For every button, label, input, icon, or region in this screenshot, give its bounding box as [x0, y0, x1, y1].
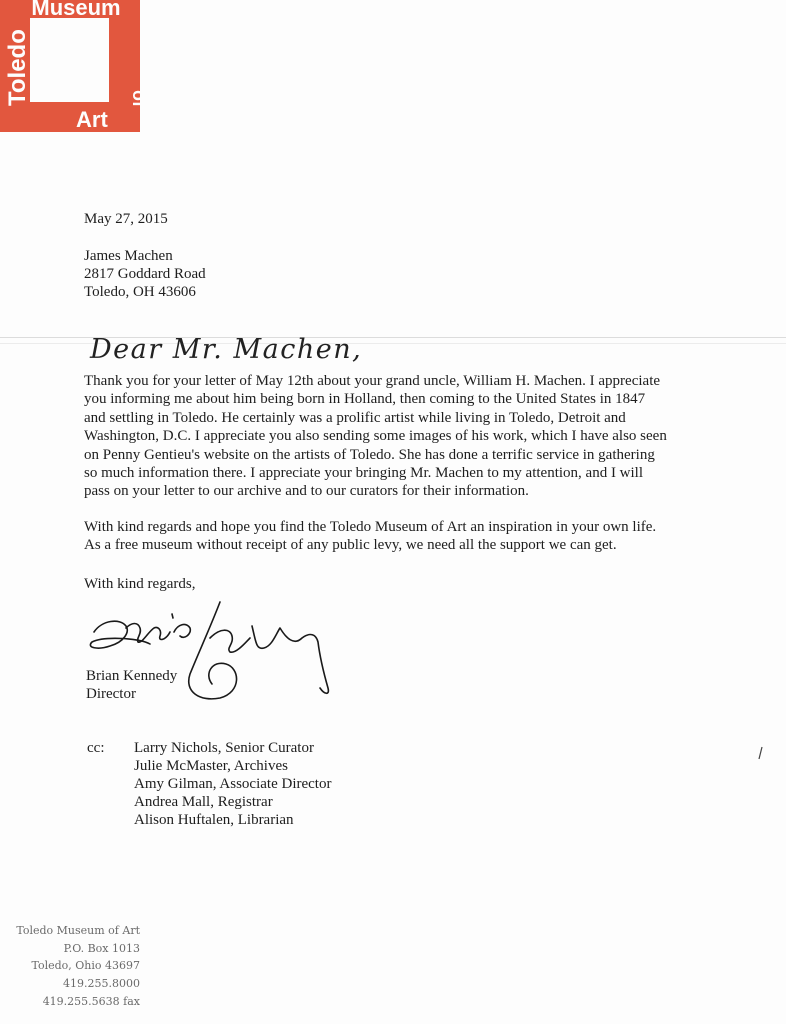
paragraph-line: Washington, D.C. I appreciate you also sending some images of his work, which I have also seen: [84, 428, 667, 445]
cc-recipient: Andrea Mall, Registrar: [134, 794, 273, 810]
footer-org: Toledo Museum of Art: [16, 924, 140, 937]
cc-list: [134, 739, 331, 829]
signer-title: Director: [86, 686, 136, 702]
cc-label: cc:: [87, 740, 105, 756]
signer-block: [86, 667, 177, 703]
cc-recipient: Julie McMaster, Archives: [134, 758, 288, 774]
cc-recipient: Amy Gilman, Associate Director: [134, 776, 332, 792]
paragraph-line: As a free museum without receipt of any public levy, we need all the support we can get.: [84, 537, 617, 554]
body-paragraph-2: [84, 518, 656, 555]
recipient-street: 2817 Goddard Road: [84, 266, 206, 282]
closing: With kind regards,: [84, 576, 196, 592]
paragraph-line: With kind regards and hope you find the Toledo Museum of Art an inspiration in your own life.: [84, 519, 657, 535]
logo-toledo-text: Toledo: [4, 29, 31, 106]
footer-fax: 419.255.5638 fax: [42, 994, 140, 1008]
paragraph-line: so much information there. I appreciate your bringing Mr. Machen to my attention, and I will: [84, 465, 644, 482]
logo-museum-text: Museum: [31, 0, 121, 20]
logo-art-text: Art: [76, 107, 108, 132]
logo-of-text: of: [129, 90, 149, 107]
recipient-name: James Machen: [84, 248, 173, 264]
salutation-text: Dear Mr. Machen,: [90, 334, 363, 365]
letter-date: May 27, 2015: [84, 211, 168, 227]
letterhead-footer: [16, 922, 140, 1011]
paragraph-line: on Penny Gentieu's website on the artists of Toledo. She has done a terrific service in gathering: [84, 446, 655, 463]
stray-pen-mark: [756, 745, 764, 761]
paragraph-line: Thank you for your letter of May 12th about your grand uncle, William H. Machen. I appreciate: [84, 373, 661, 389]
cc-recipient: Larry Nichols, Senior Curator: [134, 740, 314, 756]
recipient-city: Toledo, OH 43606: [84, 284, 196, 300]
recipient-address: [84, 247, 206, 301]
toledo-museum-of-art-logo: [0, 0, 149, 132]
handwritten-salutation: [88, 328, 388, 376]
footer-phone: 419.255.8000: [63, 977, 140, 991]
footer-po-box: P.O. Box 1013: [63, 941, 140, 955]
signer-name: Brian Kennedy: [86, 668, 178, 684]
paragraph-line: and settling in Toledo. He certainly was a prolific artist while living in Toledo, Detroit and: [84, 409, 626, 426]
paragraph-line: pass on your letter to our archive and to our curators for their information.: [84, 483, 529, 500]
body-paragraph-1: [84, 372, 667, 501]
cc-recipient: Alison Huftalen, Librarian: [134, 812, 294, 828]
paragraph-line: you informing me about him being born in Holland, then coming to the United States in 1847: [84, 391, 646, 408]
footer-city: Toledo, Ohio 43697: [31, 959, 140, 973]
